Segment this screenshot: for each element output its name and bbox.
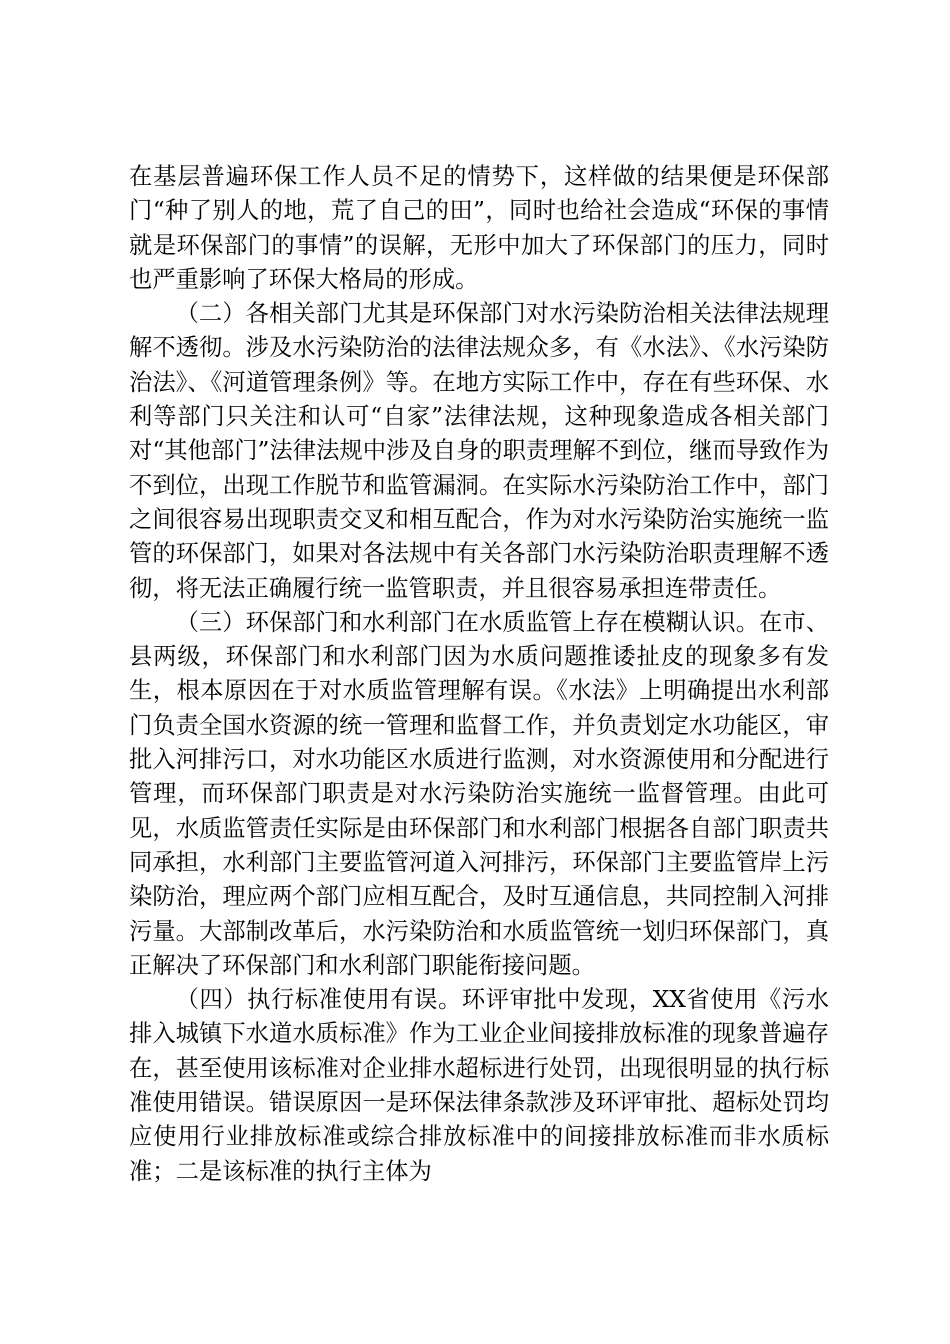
paragraph-2: （二）各相关部门尤其是环保部门对水污染防治相关法律法规理解不透彻。涉及水污染防治的法律法规众多，有《水法》、《水污染防治法》、《河道管理条例》等。在地方实际工作中，存在有些环保、水利等部门只关注和认可“自家”法律法规，这种现象造成各相关部门对“其他部门”法律法规中涉及自身的职责理解不到位，继而导致作为不到位，出现工作脱节和监管漏洞。在实际水污染防治工作中，部门之间很容易出现职责交叉和相互配合，作为对水污染防治实施统一监管的环保部门，如果对各法规中有关各部门水污染防治职责理解不透彻，将无法正确履行统一监管职责，并且很容易承担连带责任。 bbox=[129, 300, 829, 602]
paragraph-1: 在基层普遍环保工作人员不足的情势下，这样做的结果便是环保部门“种了别人的地，荒了自己的田”，同时也给社会造成“环保的事情就是环保部门的事情”的误解，无形中加大了环保部门的压力，同时也严重影响了环保大格局的形成。 bbox=[129, 163, 829, 293]
document-body bbox=[129, 160, 829, 1189]
paragraph-4: （四）执行标准使用有误。环评审批中发现，XX省使用《污水排入城镇下水道水质标准》作为工业企业间接排放标准的现象普遍存在，甚至使用该标准对企业排水超标进行处罚，出现很明显的执行标准使用错误。错误原因一是环保法律条款涉及环评审批、超标处罚均应使用行业排放标准或综合排放标准中的间接排放标准而非水质标准；二是该标准的执行主体为 bbox=[129, 986, 829, 1185]
paragraph-3: （三）环保部门和水利部门在水质监管上存在模糊认识。在市、县两级，环保部门和水利部门因为水质问题推诿扯皮的现象多有发生，根本原因在于对水质监管理解有误。《水法》上明确提出水利部门负责全国水资源的统一管理和监督工作，并负责划定水功能区，审批入河排污口，对水功能区水质进行监测，对水资源使用和分配进行管理，而环保部门职责是对水污染防治实施统一监督管理。由此可见，水质监管责任实际是由环保部门和水利部门根据各自部门职责共同承担，水利部门主要监管河道入河排污，环保部门主要监管岸上污染防治，理应两个部门应相互配合，及时互通信息，共同控制入河排污量。大部制改革后，水污染防治和水质监管统一划归环保部门，真正解决了环保部门和水利部门职能衔接问题。 bbox=[129, 608, 829, 979]
